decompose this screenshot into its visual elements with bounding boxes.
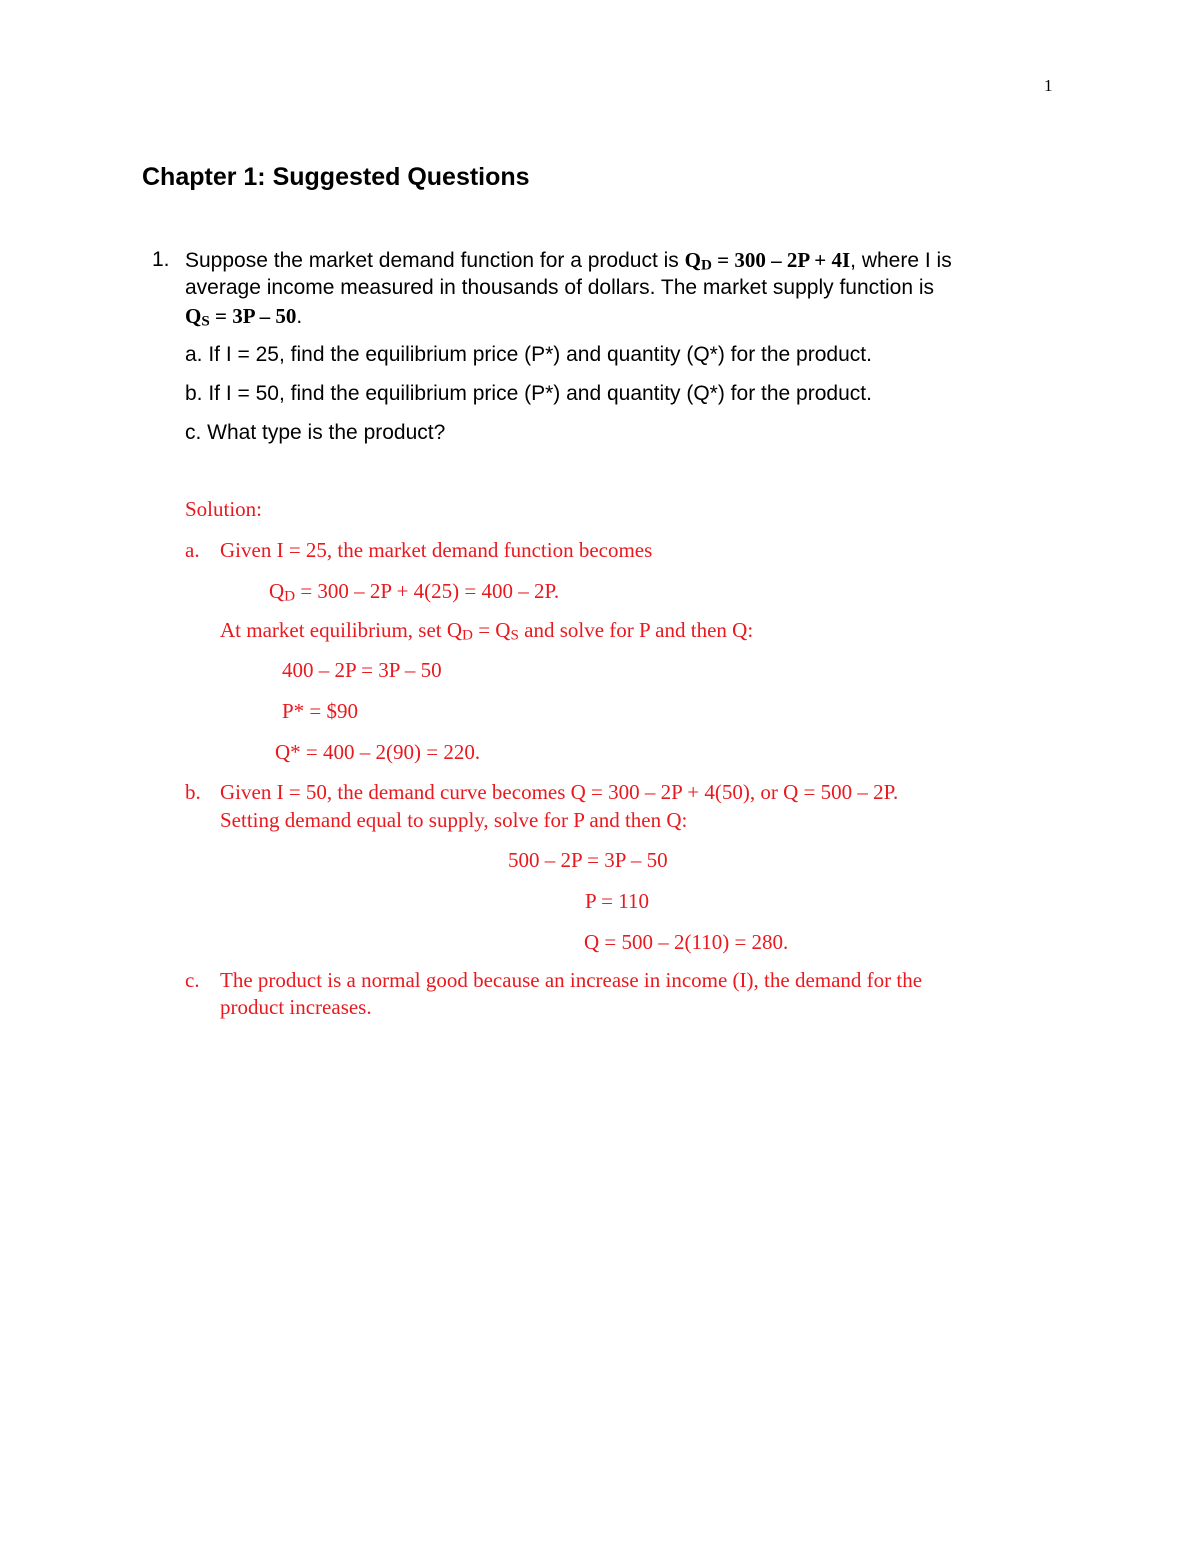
solution-a-equilibrium-text: At market equilibrium, set QD = QS and solve for P and then Q: <box>220 618 754 644</box>
solution-c-label: c. <box>185 968 200 992</box>
page-title: Chapter 1: Suggested Questions <box>142 163 530 191</box>
question-line-3: QS = 3P – 50. <box>185 304 303 330</box>
solution-b-equation-1: 500 – 2P = 3P – 50 <box>508 848 668 872</box>
question-part-c: c. What type is the product? <box>185 421 446 444</box>
solution-b-text-1: Given I = 50, the demand curve becomes Q = 300 – 2P + 4(50), or Q = 500 – 2P. <box>220 780 899 804</box>
demand-equation: QD = 300 – 2P + 4I <box>684 248 851 274</box>
solution-b-equation-2: P = 110 <box>585 889 649 913</box>
question-number: 1. <box>152 248 170 271</box>
solution-a-demand-equation: QD = 300 – 2P + 4(25) = 400 – 2P. <box>269 579 560 605</box>
solution-a-text: Given I = 25, the market demand function becomes <box>220 538 653 562</box>
solution-b-text-2: Setting demand equal to supply, solve for P and then Q: <box>220 808 688 832</box>
solution-c-text-1: The product is a normal good because an increase in income (I), the demand for the <box>220 968 923 992</box>
question-part-a: a. If I = 25, find the equilibrium price (P*) and quantity (Q*) for the product. <box>185 343 872 366</box>
solution-c-text-2: product increases. <box>220 995 372 1019</box>
solution-a-equation-3: P* = $90 <box>282 699 359 723</box>
solution-a-label: a. <box>185 538 200 562</box>
solution-b-equation-3: Q = 500 – 2(110) = 280. <box>584 930 789 954</box>
question-part-b: b. If I = 50, find the equilibrium price (P*) and quantity (Q*) for the product. <box>185 382 872 405</box>
solution-b-label: b. <box>185 780 201 804</box>
supply-equation: QS = 3P – 50 <box>185 304 297 330</box>
page-number: 1 <box>1044 76 1053 95</box>
solution-a-equation-4: Q* = 400 – 2(90) = 220. <box>275 740 481 764</box>
question-line-1: Suppose the market demand function for a product is QD = 300 – 2P + 4I, where I is <box>185 248 952 274</box>
solution-a-equation-2: 400 – 2P = 3P – 50 <box>282 658 442 682</box>
question-line-2: average income measured in thousands of dollars. The market supply function is <box>185 276 935 299</box>
solution-heading: Solution: <box>185 497 263 521</box>
